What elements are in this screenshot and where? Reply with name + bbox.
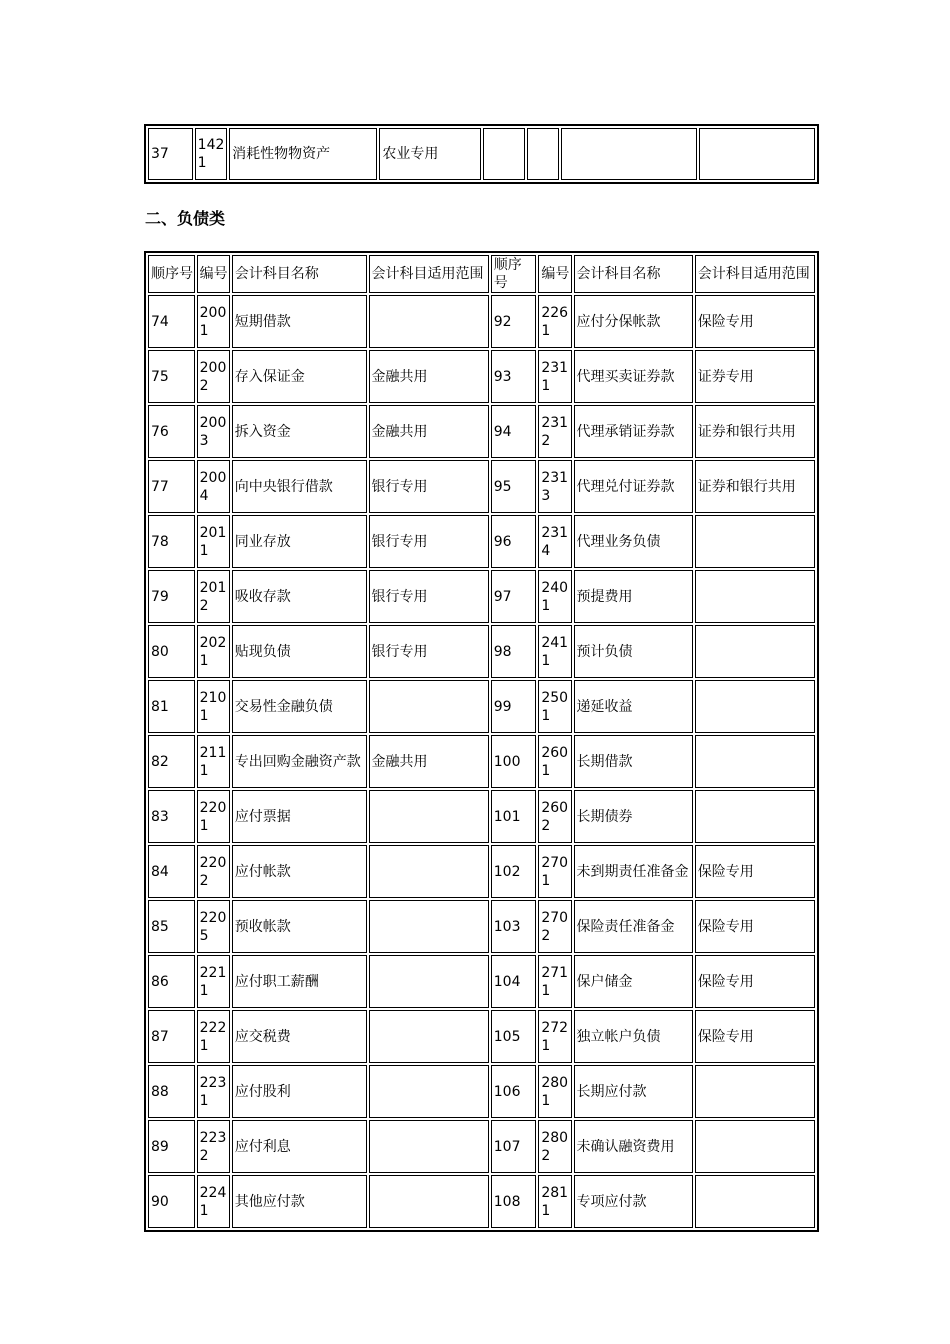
table-row bbox=[148, 295, 815, 348]
code-cell: 2261 bbox=[538, 295, 571, 348]
seq-cell: 80 bbox=[148, 625, 195, 678]
header-cell: 会计科目名称 bbox=[574, 255, 693, 293]
seq-cell: 88 bbox=[148, 1065, 195, 1118]
account-name-cell: 其他应付款 bbox=[232, 1175, 367, 1228]
code-cell: 2205 bbox=[197, 900, 230, 953]
table-row bbox=[148, 900, 815, 953]
account-name-cell: 应付利息 bbox=[232, 1120, 367, 1173]
account-name-cell: 短期借款 bbox=[232, 295, 367, 348]
code-cell: 2232 bbox=[197, 1120, 230, 1173]
table-row bbox=[148, 955, 815, 1008]
code-cell: 2313 bbox=[538, 460, 571, 513]
scope-cell: 银行专用 bbox=[369, 625, 489, 678]
code-cell: 2004 bbox=[197, 460, 230, 513]
code-cell: 2311 bbox=[538, 350, 571, 403]
code-cell: 2411 bbox=[538, 625, 571, 678]
account-name-cell: 存入保证金 bbox=[232, 350, 367, 403]
scope-cell bbox=[369, 1175, 489, 1228]
seq-cell: 94 bbox=[491, 405, 537, 458]
scope-cell: 金融共用 bbox=[369, 405, 489, 458]
asset-continuation-table bbox=[144, 124, 819, 184]
code-cell: 2721 bbox=[538, 1010, 571, 1063]
code-cell: 2801 bbox=[538, 1065, 571, 1118]
seq-cell: 95 bbox=[491, 460, 537, 513]
code-cell: 2001 bbox=[197, 295, 230, 348]
scope-cell: 农业专用 bbox=[379, 128, 481, 180]
scope-cell: 银行专用 bbox=[369, 570, 489, 623]
header-row bbox=[148, 255, 815, 293]
code-cell: 2111 bbox=[197, 735, 230, 788]
table-row bbox=[148, 680, 815, 733]
seq-cell: 79 bbox=[148, 570, 195, 623]
account-name-cell: 应付帐款 bbox=[232, 845, 367, 898]
table-row bbox=[148, 790, 815, 843]
table-row bbox=[148, 570, 815, 623]
code-cell: 2241 bbox=[197, 1175, 230, 1228]
scope-cell: 金融共用 bbox=[369, 735, 489, 788]
account-name-cell: 专项应付款 bbox=[574, 1175, 693, 1228]
seq-cell: 96 bbox=[491, 515, 537, 568]
scope-cell bbox=[695, 790, 815, 843]
code-cell: 2011 bbox=[197, 515, 230, 568]
account-name-cell: 代理买卖证券款 bbox=[574, 350, 693, 403]
code-cell: 2811 bbox=[538, 1175, 571, 1228]
scope-cell bbox=[369, 295, 489, 348]
table-row bbox=[148, 128, 815, 180]
empty-cell bbox=[483, 128, 525, 180]
account-name-cell: 预计负债 bbox=[574, 625, 693, 678]
account-name-cell: 预提费用 bbox=[574, 570, 693, 623]
seq-cell: 93 bbox=[491, 350, 537, 403]
code-cell: 2231 bbox=[197, 1065, 230, 1118]
seq-cell: 83 bbox=[148, 790, 195, 843]
table-row bbox=[148, 515, 815, 568]
scope-cell bbox=[369, 1010, 489, 1063]
code-cell: 2211 bbox=[197, 955, 230, 1008]
code-cell: 2101 bbox=[197, 680, 230, 733]
account-name-cell: 未确认融资费用 bbox=[574, 1120, 693, 1173]
seq-cell: 99 bbox=[491, 680, 537, 733]
seq-cell: 92 bbox=[491, 295, 537, 348]
account-name-cell: 应付分保帐款 bbox=[574, 295, 693, 348]
header-cell: 顺序号 bbox=[491, 255, 537, 293]
account-name-cell: 预收帐款 bbox=[232, 900, 367, 953]
code-cell: 2312 bbox=[538, 405, 571, 458]
account-name-cell: 贴现负债 bbox=[232, 625, 367, 678]
code-cell: 2221 bbox=[197, 1010, 230, 1063]
scope-cell bbox=[695, 1065, 815, 1118]
account-name-cell: 保险责任准备金 bbox=[574, 900, 693, 953]
table-row bbox=[148, 350, 815, 403]
seq-cell: 102 bbox=[491, 845, 537, 898]
header-cell: 会计科目适用范围 bbox=[695, 255, 815, 293]
table-row bbox=[148, 1010, 815, 1063]
table-row bbox=[148, 1175, 815, 1228]
account-name-cell: 应付股利 bbox=[232, 1065, 367, 1118]
seq-cell: 101 bbox=[491, 790, 537, 843]
code-cell: 2314 bbox=[538, 515, 571, 568]
seq-cell: 108 bbox=[491, 1175, 537, 1228]
scope-cell: 银行专用 bbox=[369, 515, 489, 568]
table-row bbox=[148, 460, 815, 513]
seq-cell: 100 bbox=[491, 735, 537, 788]
scope-cell: 银行专用 bbox=[369, 460, 489, 513]
code-cell: 2012 bbox=[197, 570, 230, 623]
table-row bbox=[148, 735, 815, 788]
seq-cell: 82 bbox=[148, 735, 195, 788]
scope-cell: 保险专用 bbox=[695, 845, 815, 898]
scope-cell bbox=[695, 1120, 815, 1173]
account-name-cell: 代理业务负债 bbox=[574, 515, 693, 568]
seq-cell: 98 bbox=[491, 625, 537, 678]
scope-cell bbox=[369, 1065, 489, 1118]
code-cell: 2711 bbox=[538, 955, 571, 1008]
scope-cell bbox=[369, 790, 489, 843]
code-cell: 2701 bbox=[538, 845, 571, 898]
code-cell: 2601 bbox=[538, 735, 571, 788]
code-cell: 1421 bbox=[195, 128, 227, 180]
table-row bbox=[148, 625, 815, 678]
account-name-cell: 拆入资金 bbox=[232, 405, 367, 458]
empty-cell bbox=[561, 128, 697, 180]
account-name-cell: 保户储金 bbox=[574, 955, 693, 1008]
table-row bbox=[148, 1065, 815, 1118]
scope-cell: 保险专用 bbox=[695, 1010, 815, 1063]
seq-cell: 77 bbox=[148, 460, 195, 513]
scope-cell bbox=[369, 845, 489, 898]
seq-cell: 84 bbox=[148, 845, 195, 898]
seq-cell: 105 bbox=[491, 1010, 537, 1063]
seq-cell: 81 bbox=[148, 680, 195, 733]
seq-cell: 106 bbox=[491, 1065, 537, 1118]
code-cell: 2802 bbox=[538, 1120, 571, 1173]
scope-cell: 证券和银行共用 bbox=[695, 405, 815, 458]
header-cell: 编号 bbox=[538, 255, 571, 293]
account-name-cell: 消耗性物物资产 bbox=[229, 128, 377, 180]
account-name-cell: 应付职工薪酬 bbox=[232, 955, 367, 1008]
header-cell: 会计科目适用范围 bbox=[369, 255, 489, 293]
account-name-cell: 吸收存款 bbox=[232, 570, 367, 623]
scope-cell bbox=[695, 515, 815, 568]
scope-cell: 金融共用 bbox=[369, 350, 489, 403]
account-name-cell: 专出回购金融资产款 bbox=[232, 735, 367, 788]
section-heading: 二、负债类 bbox=[145, 209, 226, 228]
seq-cell: 78 bbox=[148, 515, 195, 568]
code-cell: 2602 bbox=[538, 790, 571, 843]
code-cell: 2501 bbox=[538, 680, 571, 733]
scope-cell bbox=[695, 625, 815, 678]
seq-cell: 107 bbox=[491, 1120, 537, 1173]
account-name-cell: 向中央银行借款 bbox=[232, 460, 367, 513]
header-cell: 顺序号 bbox=[148, 255, 195, 293]
code-cell: 2202 bbox=[197, 845, 230, 898]
seq-cell: 97 bbox=[491, 570, 537, 623]
scope-cell bbox=[695, 735, 815, 788]
seq-cell: 37 bbox=[148, 128, 193, 180]
liabilities-table bbox=[144, 251, 819, 1232]
empty-cell bbox=[699, 128, 815, 180]
scope-cell bbox=[695, 680, 815, 733]
seq-cell: 86 bbox=[148, 955, 195, 1008]
empty-cell bbox=[527, 128, 559, 180]
scope-cell bbox=[369, 1120, 489, 1173]
account-name-cell: 代理承销证券款 bbox=[574, 405, 693, 458]
seq-cell: 87 bbox=[148, 1010, 195, 1063]
scope-cell bbox=[695, 570, 815, 623]
code-cell: 2002 bbox=[197, 350, 230, 403]
seq-cell: 104 bbox=[491, 955, 537, 1008]
code-cell: 2702 bbox=[538, 900, 571, 953]
account-name-cell: 未到期责任准备金 bbox=[574, 845, 693, 898]
seq-cell: 103 bbox=[491, 900, 537, 953]
header-cell: 编号 bbox=[197, 255, 230, 293]
code-cell: 2003 bbox=[197, 405, 230, 458]
account-name-cell: 应交税费 bbox=[232, 1010, 367, 1063]
header-cell: 会计科目名称 bbox=[232, 255, 367, 293]
code-cell: 2021 bbox=[197, 625, 230, 678]
scope-cell bbox=[369, 900, 489, 953]
scope-cell: 保险专用 bbox=[695, 295, 815, 348]
account-name-cell: 交易性金融负债 bbox=[232, 680, 367, 733]
code-cell: 2401 bbox=[538, 570, 571, 623]
scope-cell: 保险专用 bbox=[695, 955, 815, 1008]
code-cell: 2201 bbox=[197, 790, 230, 843]
table-row bbox=[148, 845, 815, 898]
table-row bbox=[148, 405, 815, 458]
scope-cell: 证券和银行共用 bbox=[695, 460, 815, 513]
scope-cell: 证券专用 bbox=[695, 350, 815, 403]
account-name-cell: 递延收益 bbox=[574, 680, 693, 733]
table-row bbox=[148, 1120, 815, 1173]
account-name-cell: 同业存放 bbox=[232, 515, 367, 568]
scope-cell bbox=[369, 680, 489, 733]
account-name-cell: 应付票据 bbox=[232, 790, 367, 843]
account-name-cell: 长期债券 bbox=[574, 790, 693, 843]
account-name-cell: 代理兑付证券款 bbox=[574, 460, 693, 513]
scope-cell: 保险专用 bbox=[695, 900, 815, 953]
seq-cell: 85 bbox=[148, 900, 195, 953]
seq-cell: 75 bbox=[148, 350, 195, 403]
account-name-cell: 长期应付款 bbox=[574, 1065, 693, 1118]
scope-cell bbox=[369, 955, 489, 1008]
seq-cell: 90 bbox=[148, 1175, 195, 1228]
seq-cell: 76 bbox=[148, 405, 195, 458]
account-name-cell: 独立帐户负债 bbox=[574, 1010, 693, 1063]
scope-cell bbox=[695, 1175, 815, 1228]
seq-cell: 74 bbox=[148, 295, 195, 348]
seq-cell: 89 bbox=[148, 1120, 195, 1173]
account-name-cell: 长期借款 bbox=[574, 735, 693, 788]
